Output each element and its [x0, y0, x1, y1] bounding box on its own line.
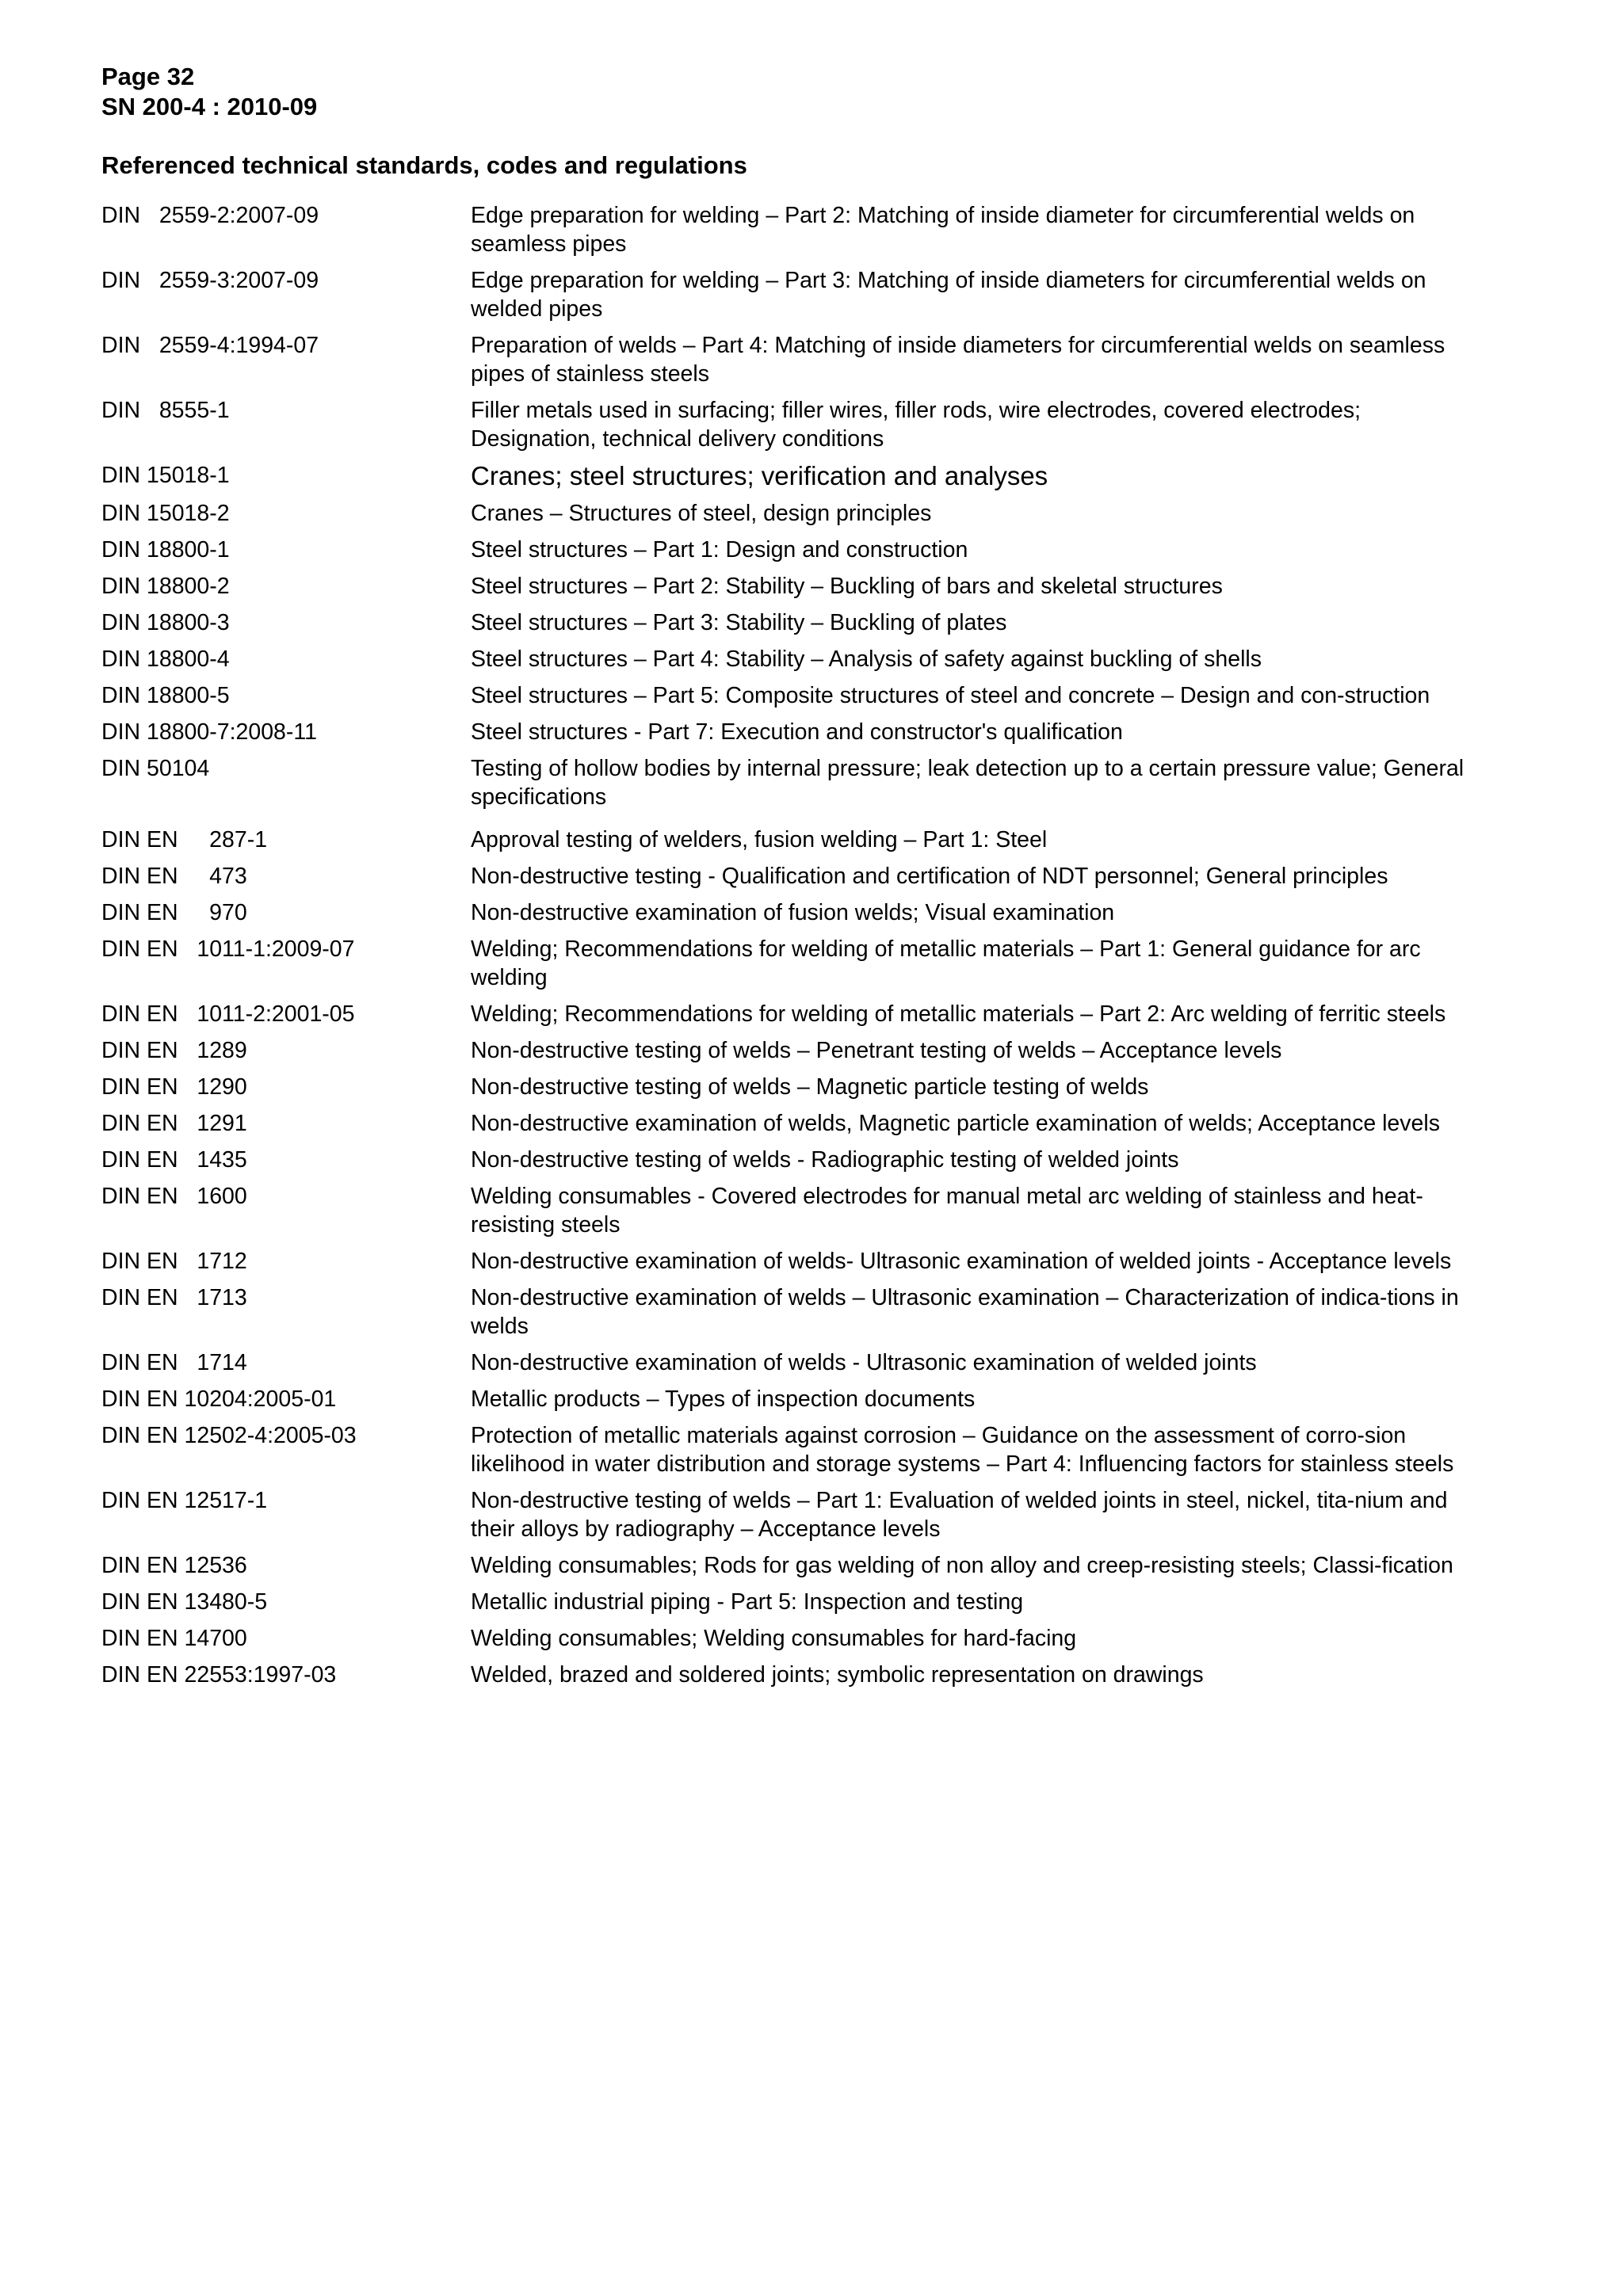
standard-code: DIN 18800-7:2008-11 — [101, 719, 317, 745]
standard-description: Steel structures – Part 1: Design and construction — [471, 537, 968, 563]
standard-code: DIN EN 1435 — [101, 1147, 247, 1173]
standard-code: DIN 18800-1 — [101, 537, 230, 563]
reference-row — [101, 1247, 1496, 1276]
standard-code: DIN EN 473 — [101, 864, 247, 889]
reference-row — [101, 1588, 1496, 1616]
standard-code: DIN 15018-1 — [101, 463, 230, 488]
reference-row — [101, 826, 1496, 854]
standard-description: Welding; Recommendations for welding of metallic materials – Part 1: General guidance for arc welding — [471, 936, 1421, 990]
standard-description: Welded, brazed and soldered joints; symbolic representation on drawings — [471, 1662, 1204, 1688]
standard-description: Non-destructive testing of welds - Radiographic testing of welded joints — [471, 1147, 1179, 1173]
standard-code: DIN EN 970 — [101, 900, 247, 925]
standard-description: Cranes – Structures of steel, design principles — [471, 501, 932, 526]
standard-description: Edge preparation for welding – Part 3: Matching of inside diameters for circumferential welds on welded pipes — [471, 268, 1426, 322]
standard-code: DIN 2559-4:1994-07 — [101, 333, 319, 358]
reference-row — [101, 1348, 1496, 1377]
reference-row — [101, 1624, 1496, 1653]
reference-row — [101, 1073, 1496, 1101]
standard-code: DIN 2559-2:2007-09 — [101, 203, 319, 228]
standard-description: Steel structures – Part 4: Stability – Analysis of safety against buckling of shells — [471, 646, 1262, 672]
reference-row — [101, 1385, 1496, 1413]
reference-row — [101, 1283, 1496, 1341]
standard-description: Non-destructive testing - Qualification and certification of NDT personnel; General principles — [471, 864, 1388, 889]
standard-description: Steel structures - Part 7: Execution and constructor's qualification — [471, 719, 1123, 745]
standard-code: DIN EN 1713 — [101, 1285, 247, 1310]
reference-row — [101, 266, 1496, 323]
standard-code: DIN EN 287-1 — [101, 827, 268, 852]
standard-code: DIN 18800-4 — [101, 646, 230, 672]
standard-description: Welding; Recommendations for welding of metallic materials – Part 2: Arc welding of ferritic steels — [471, 1001, 1446, 1027]
document-id: SN 200-4 : 2010-09 — [101, 93, 318, 120]
standard-code: DIN EN 12536 — [101, 1553, 247, 1578]
reference-row — [101, 201, 1496, 258]
standard-description: Welding consumables - Covered electrodes for manual metal arc welding of stainless and heat-resisting steels — [471, 1184, 1423, 1238]
reference-row — [101, 331, 1496, 388]
standard-description: Non-destructive examination of welds- Ultrasonic examination of welded joints - Acceptance levels — [471, 1249, 1452, 1274]
reference-row — [101, 396, 1496, 453]
reference-row — [101, 681, 1496, 710]
standard-code: DIN EN 1290 — [101, 1074, 247, 1100]
standard-description: Non-destructive examination of fusion welds; Visual examination — [471, 900, 1115, 925]
standard-description: Welding consumables; Rods for gas welding of non alloy and creep-resisting steels; Classi-fication — [471, 1553, 1453, 1578]
reference-row — [101, 1551, 1496, 1580]
standard-description: Non-destructive testing of welds – Part 1: Evaluation of welded joints in steel, nickel, tita-nium and their alloys by radiography – Acceptance levels — [471, 1488, 1448, 1542]
standard-code: DIN 50104 — [101, 756, 210, 781]
standard-code: DIN EN 1714 — [101, 1350, 247, 1375]
document-page — [101, 62, 1496, 1697]
reference-row — [101, 1036, 1496, 1065]
standard-code: DIN EN 1600 — [101, 1184, 247, 1209]
standard-code: DIN EN 13480-5 — [101, 1589, 268, 1615]
standard-description: Edge preparation for welding – Part 2: Matching of inside diameter for circumferential welds on seamless pipes — [471, 203, 1415, 257]
reference-row — [101, 1109, 1496, 1138]
reference-row — [101, 645, 1496, 673]
standard-description: Non-destructive testing of welds – Magnetic particle testing of welds — [471, 1074, 1149, 1100]
standard-description: Protection of metallic materials against corrosion – Guidance on the assessment of corro-sion likelihood in water distribution and storage systems – Part 4: Influencing factors for stainless steels — [471, 1423, 1454, 1477]
section-title: Referenced technical standards, codes and regulations — [101, 151, 747, 179]
reference-row — [101, 718, 1496, 746]
reference-row — [101, 536, 1496, 564]
standard-code: DIN 18800-3 — [101, 610, 230, 635]
reference-row — [101, 1486, 1496, 1543]
reference-row — [101, 608, 1496, 637]
standard-description: Approval testing of welders, fusion welding – Part 1: Steel — [471, 827, 1048, 852]
standard-description: Steel structures – Part 5: Composite structures of steel and concrete – Design and con-struction — [471, 683, 1430, 708]
standard-description: Non-destructive examination of welds – Ultrasonic examination – Characterization of indica-tions in welds — [471, 1285, 1459, 1339]
reference-row — [101, 1146, 1496, 1174]
reference-row — [101, 1182, 1496, 1239]
standard-code: DIN EN 22553:1997-03 — [101, 1662, 337, 1688]
reference-list — [101, 201, 1496, 1689]
standard-code: DIN EN 1291 — [101, 1111, 247, 1136]
reference-row — [101, 1000, 1496, 1028]
standard-description: Filler metals used in surfacing; filler wires, filler rods, wire electrodes, covered electrodes; Designation, technical delivery conditions — [471, 398, 1361, 452]
standard-code: DIN 15018-2 — [101, 501, 230, 526]
standard-description: Preparation of welds – Part 4: Matching of inside diameters for circumferential welds on seamless pipes of stainless steels — [471, 333, 1445, 387]
reference-row — [101, 862, 1496, 891]
reference-row — [101, 1661, 1496, 1689]
standard-description: Testing of hollow bodies by internal pressure; leak detection up to a certain pressure value; General specifications — [471, 756, 1465, 810]
standard-description: Non-destructive examination of welds - Ultrasonic examination of welded joints — [471, 1350, 1257, 1375]
standard-code: DIN EN 1011-2:2001-05 — [101, 1001, 355, 1027]
standard-description: Metallic industrial piping - Part 5: Inspection and testing — [471, 1589, 1024, 1615]
reference-row — [101, 1421, 1496, 1478]
standard-description: Steel structures – Part 2: Stability – Buckling of bars and skeletal structures — [471, 574, 1223, 599]
page-number: Page 32 — [101, 63, 195, 90]
standard-code: DIN 18800-5 — [101, 683, 230, 708]
standard-code: DIN EN 1011-1:2009-07 — [101, 936, 355, 962]
standard-code: DIN EN 14700 — [101, 1626, 247, 1651]
standard-description: Non-destructive examination of welds, Magnetic particle examination of welds; Acceptance levels — [471, 1111, 1440, 1136]
standard-code: DIN EN 1289 — [101, 1038, 247, 1063]
standard-code: DIN 2559-3:2007-09 — [101, 268, 319, 293]
reference-row — [101, 754, 1496, 811]
reference-row — [101, 572, 1496, 601]
standard-code: DIN EN 10204:2005-01 — [101, 1386, 337, 1412]
reference-row — [101, 935, 1496, 992]
reference-row — [101, 499, 1496, 528]
standard-code: DIN EN 1712 — [101, 1249, 247, 1274]
standard-code: DIN 8555-1 — [101, 398, 230, 423]
standard-code: DIN EN 12517-1 — [101, 1488, 268, 1513]
standard-description: Metallic products – Types of inspection documents — [471, 1386, 976, 1412]
reference-row — [101, 461, 1496, 491]
standard-description: Non-destructive testing of welds – Penetrant testing of welds – Acceptance levels — [471, 1038, 1282, 1063]
standard-code: DIN EN 12502-4:2005-03 — [101, 1423, 357, 1448]
standard-description: Cranes; steel structures; verification and analyses — [471, 461, 1048, 490]
reference-row — [101, 898, 1496, 927]
standard-description: Welding consumables; Welding consumables for hard-facing — [471, 1626, 1077, 1651]
standard-code: DIN 18800-2 — [101, 574, 230, 599]
standard-description: Steel structures – Part 3: Stability – Buckling of plates — [471, 610, 1007, 635]
